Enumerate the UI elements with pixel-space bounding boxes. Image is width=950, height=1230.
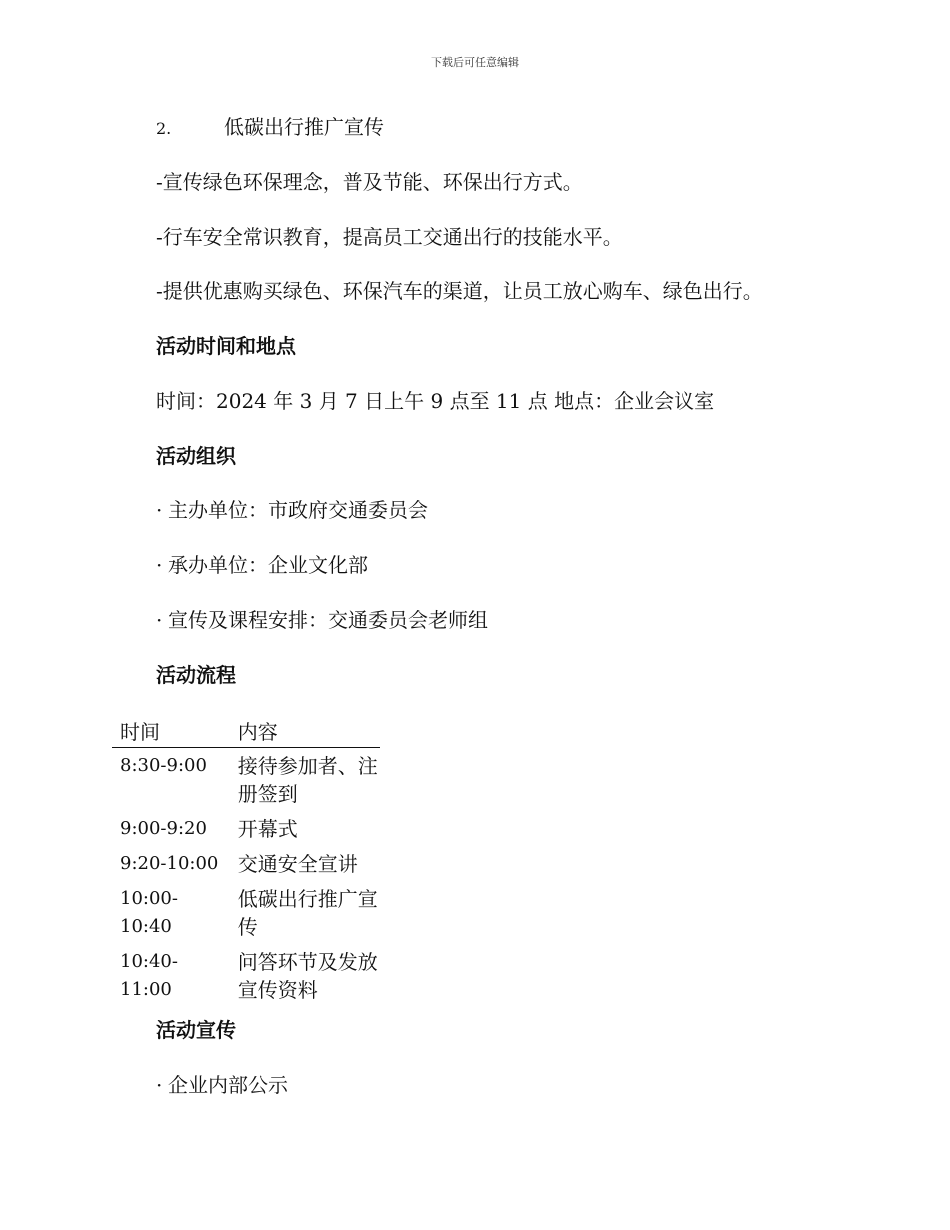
org-item-text: 宣传及课程安排：交通委员会老师组 xyxy=(168,608,488,632)
table-row xyxy=(112,881,380,944)
bullet-mark: · xyxy=(156,498,163,522)
publicity-item xyxy=(156,1071,288,1099)
table-cell-time: 9:20-10:00 xyxy=(120,853,219,874)
table-header-time: 时间 xyxy=(112,717,230,748)
bullet-mark: · xyxy=(156,553,163,577)
section-promo-title xyxy=(156,113,384,143)
heading-time-place: 活动时间和地点 xyxy=(156,334,296,358)
promo-item-2: -行车安全常识教育，提高员工交通出行的技能水平。 xyxy=(156,225,623,249)
page-header-note: 下载后可任意编辑 xyxy=(431,56,519,69)
table-cell-content: 接待参加者、注册签到 xyxy=(237,754,378,806)
table-cell-content: 开幕式 xyxy=(237,817,298,841)
table-row xyxy=(112,748,380,812)
table-cell-time: 10:40-11:00 xyxy=(120,951,178,1000)
bullet-mark: · xyxy=(156,1073,163,1097)
org-item-host xyxy=(156,496,428,524)
table-header-row xyxy=(112,717,380,748)
table-row xyxy=(112,811,380,846)
org-item-course xyxy=(156,606,488,634)
heading-organization: 活动组织 xyxy=(156,444,236,468)
publicity-item-text: 企业内部公示 xyxy=(168,1073,288,1097)
table-cell-time: 9:00-9:20 xyxy=(120,818,207,839)
time-place-text: 时间：2024 年 3 月 7 日上午 9 点至 11 点 地点：企业会议室 xyxy=(156,389,715,413)
table-row xyxy=(112,846,380,881)
heading-flow: 活动流程 xyxy=(156,663,236,687)
table-cell-time: 8:30-9:00 xyxy=(120,755,207,776)
section-number: 2. xyxy=(156,119,172,138)
table-cell-time: 10:00-10:40 xyxy=(120,888,178,937)
schedule-table xyxy=(112,717,380,1007)
section-title: 低碳出行推广宣传 xyxy=(224,115,384,139)
org-item-organizer xyxy=(156,551,368,579)
table-cell-content: 问答环节及发放宣传资料 xyxy=(237,950,378,1002)
table-header-content: 内容 xyxy=(230,717,380,748)
org-item-text: 承办单位：企业文化部 xyxy=(168,553,368,577)
promo-item-1: -宣传绿色环保理念，普及节能、环保出行方式。 xyxy=(156,170,583,194)
table-cell-content: 交通安全宣讲 xyxy=(237,852,358,876)
heading-publicity: 活动宣传 xyxy=(156,1018,236,1042)
table-cell-content: 低碳出行推广宣传 xyxy=(237,887,378,939)
table-row xyxy=(112,944,380,1007)
bullet-mark: · xyxy=(156,608,163,632)
org-item-text: 主办单位：市政府交通委员会 xyxy=(168,498,428,522)
promo-item-3: -提供优惠购买绿色、环保汽车的渠道，让员工放心购车、绿色出行。 xyxy=(156,279,763,303)
